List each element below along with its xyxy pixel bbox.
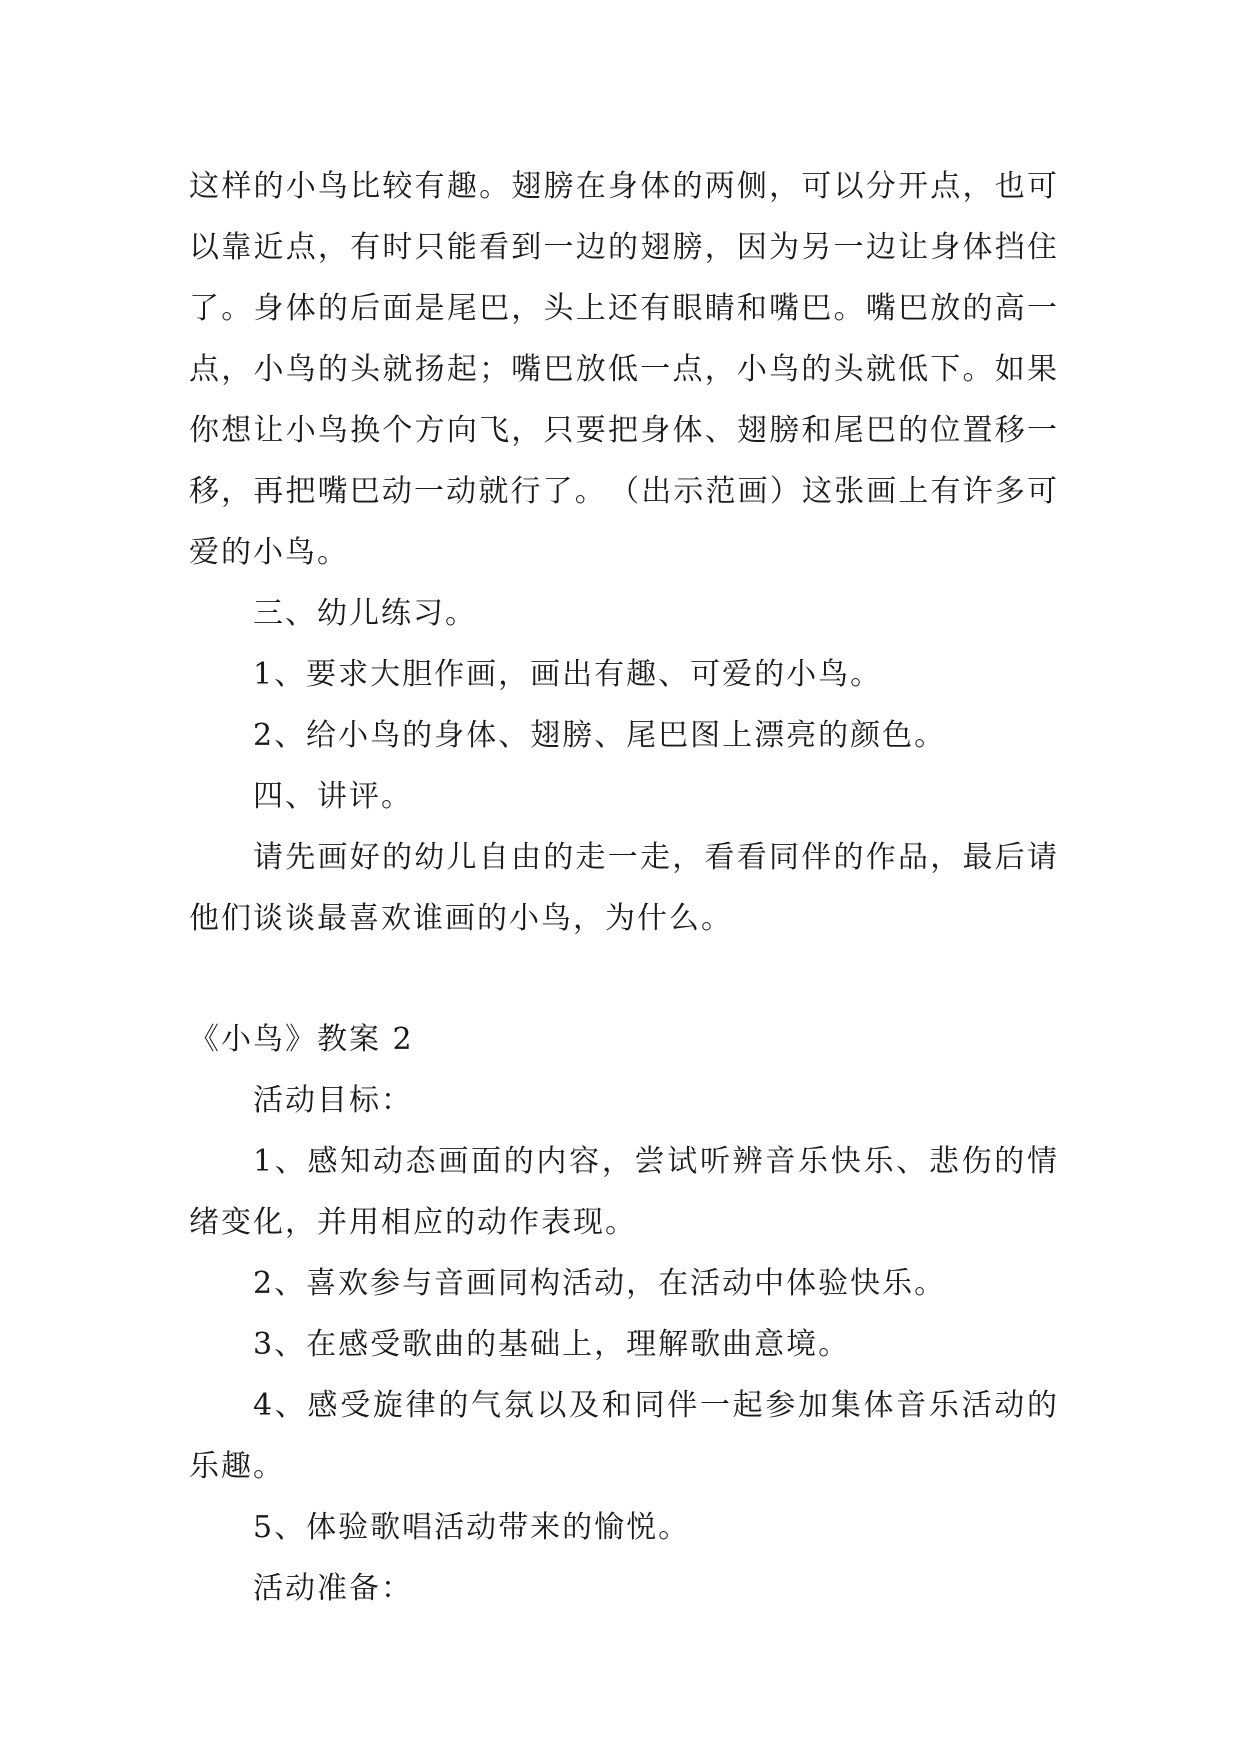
- list-item: 5、体验歌唱活动带来的愉悦。: [253, 1510, 691, 1545]
- section-heading: 活动目标：: [253, 1083, 413, 1118]
- list-item: 2、给小鸟的身体、翅膀、尾巴图上漂亮的颜色。: [253, 718, 947, 753]
- list-item: 1、感知动态画面的内容，尝试听辨音乐快乐、悲伤的情绪变化，并用相应的动作表现。: [189, 1144, 1059, 1240]
- section-heading: 四、讲评。: [253, 779, 413, 814]
- section-heading: 活动准备：: [253, 1571, 413, 1606]
- list-item: 4、感受旋律的气氛以及和同伴一起参加集体音乐活动的乐趣。: [189, 1388, 1059, 1484]
- body-paragraph: 这样的小鸟比较有趣。翅膀在身体的两侧，可以分开点，也可以靠近点，有时只能看到一边的翅膀，因为另一边让身体挡住了。身体的后面是尾巴，头上还有眼睛和嘴巴。嘴巴放的高一点，小鸟的头就扬起；嘴巴放低一点，小鸟的头就低下。如果你想让小鸟换个方向飞，只要把身体、翅膀和尾巴的位置移一移，再把嘴巴动一动就行了。 （出示范画）这张画上有许多可爱的小鸟。: [189, 169, 1059, 570]
- list-item: 2、喜欢参与音画同构活动，在活动中体验快乐。: [253, 1266, 947, 1301]
- section-heading: 三、幼儿练习。: [253, 596, 477, 631]
- document-section-title: 《小鸟》教案 2: [189, 1022, 414, 1057]
- body-paragraph: 请先画好的幼儿自由的走一走，看看同伴的作品，最后请他们谈谈最喜欢谁画的小鸟，为什么。: [189, 840, 1059, 936]
- list-item: 3、在感受歌曲的基础上，理解歌曲意境。: [253, 1327, 851, 1362]
- list-item: 1、要求大胆作画，画出有趣、可爱的小鸟。: [253, 657, 883, 692]
- document-page: [189, 156, 1059, 1619]
